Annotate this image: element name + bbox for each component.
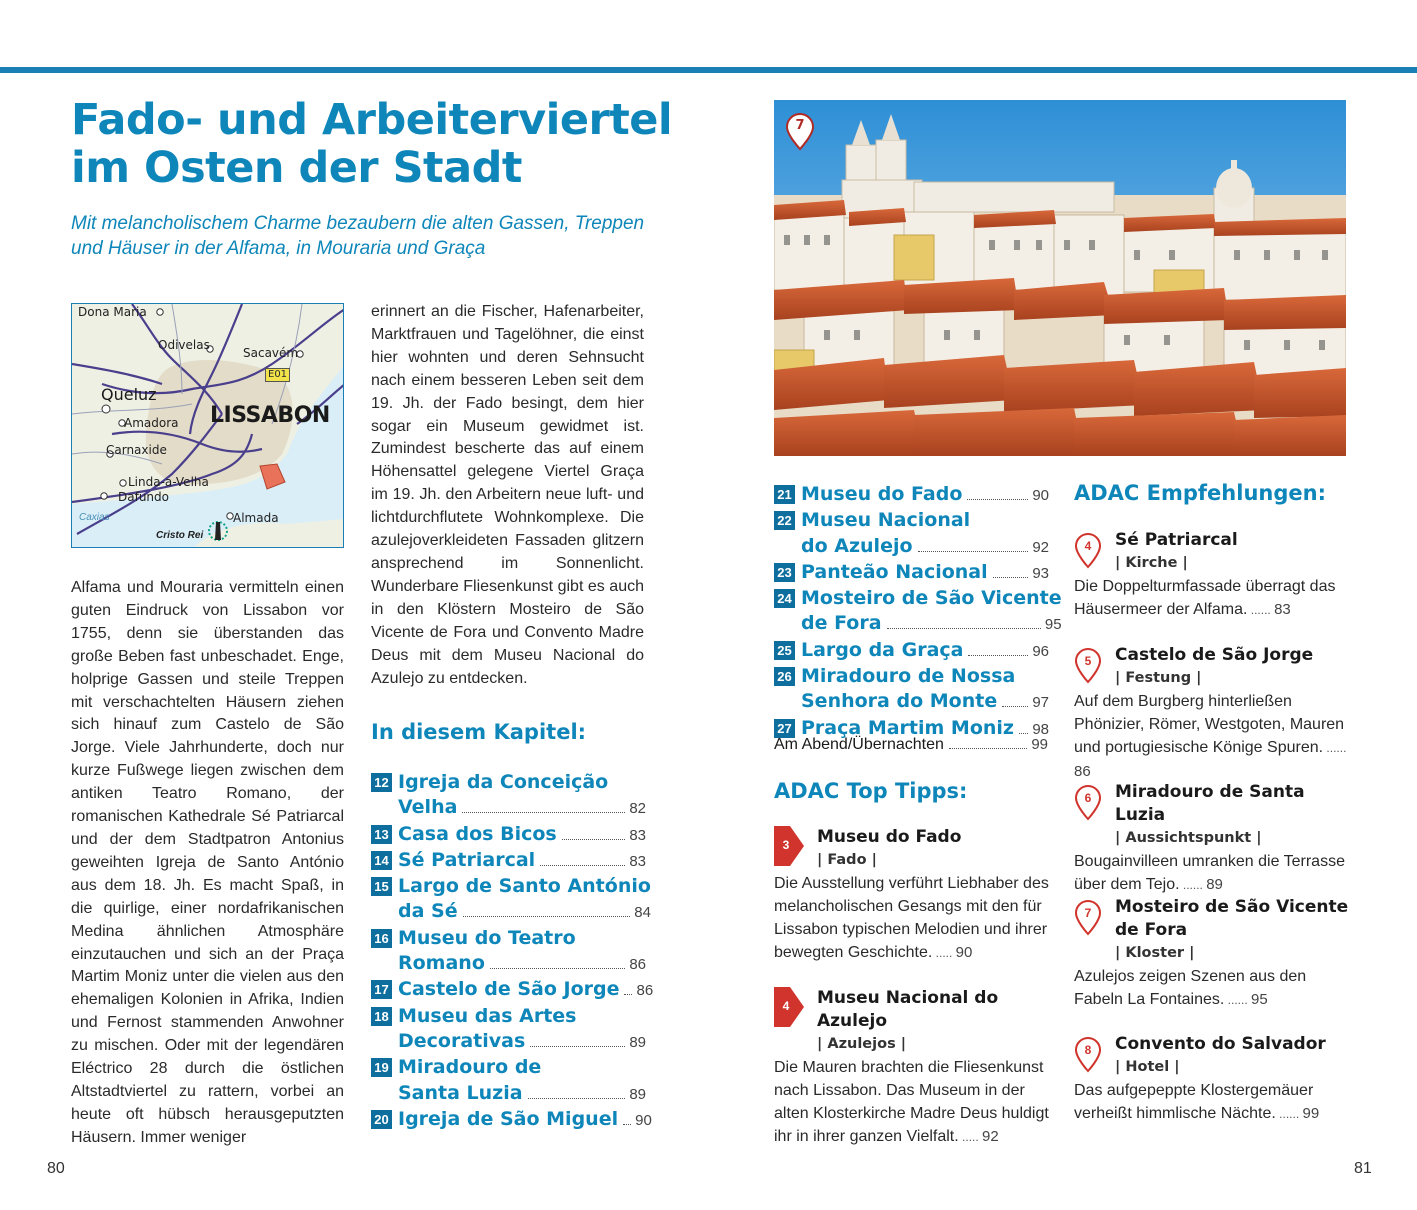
empfehlung-entry[interactable] <box>1074 529 1349 622</box>
chapter-title <box>398 848 646 874</box>
empfehlung-number: 5 <box>1084 654 1092 668</box>
leader-dots <box>490 968 625 969</box>
chapter-title <box>801 482 1049 508</box>
leader-dots <box>967 499 1028 500</box>
empfehlung-number: 7 <box>1084 906 1092 920</box>
chapter-title-line <box>398 1081 646 1107</box>
chapter-title <box>801 638 1049 664</box>
chapter-entry[interactable] <box>371 770 646 822</box>
leader-dots <box>530 1046 625 1047</box>
chapter-heading: In diesem Kapitel: <box>371 720 587 744</box>
empfehlung-title: Miradouro de Santa Luzia <box>1115 782 1305 825</box>
chapter-page: 84 <box>634 904 651 922</box>
top-tipp-number: 3 <box>782 838 790 852</box>
chapter-title-line <box>801 560 1049 586</box>
leader-dots: ...... <box>1275 1107 1303 1121</box>
chapter-title-text: Praça Martim Moniz <box>801 716 1014 739</box>
top-tipp-entry[interactable] <box>774 826 1049 965</box>
page-number-left: 80 <box>47 1160 65 1177</box>
chapter-number-badge: 25 <box>774 641 795 660</box>
chapter-number-badge: 18 <box>371 1007 392 1026</box>
leader-dots: ..... <box>958 1130 983 1144</box>
chapter-entry[interactable] <box>774 586 1062 638</box>
chapter-title-line <box>398 822 646 848</box>
empfehlung-entry[interactable] <box>1074 1033 1349 1126</box>
chapter-title-text: Miradouro de Nossa <box>801 665 1016 688</box>
leader-dots <box>949 748 1027 749</box>
evening-page: 99 <box>1031 736 1048 753</box>
page-number-right: 81 <box>1354 1160 1372 1177</box>
leader-dots: ...... <box>1224 993 1251 1007</box>
locator-map <box>71 303 344 548</box>
chapter-title-text: Museu das Artes <box>398 1004 577 1027</box>
body-text-right: erinnert an die Fischer, Hafenarbeiter, Marktfrauen und Tagelöhner, die einst hier wohnten und deren Sehnsucht nach einem besseren Leben seit dem 19. Jh. der Fado besingt, dem hier sogar ein Museum gewidmet ist. Zumindest bescherte das auf einem Höhensattel gelegene Viertel Graça im 19. Jh. den Arbeitern neue luft- und lichtdurchflutete Wohnkomplexe. Die azulejoverkleideten Fassaden glitzern ansprechend im Sonnenlicht. Wunderbare Fliesenkunst gibt es auch in den Klöstern Mosteiro de São Vicente de Fora und Convento Madre Deus mit dem Museu Nacional do Azulejo zu entdecken. <box>371 303 644 687</box>
empfehlung-description-text: Bougainvilleen umranken die Terrasse über dem Tejo. <box>1074 853 1345 893</box>
chapter-entry[interactable] <box>371 1004 646 1056</box>
empfehlung-category: | Festung | <box>1115 670 1202 686</box>
chapter-entry[interactable] <box>774 560 1049 586</box>
chapter-title <box>398 1004 646 1056</box>
chapter-title <box>801 664 1049 716</box>
chapter-title <box>801 508 1049 560</box>
empfehlung-page: 86 <box>1074 763 1091 780</box>
top-tipp-category: | Azulejos | <box>817 1036 907 1052</box>
chapter-page: 93 <box>1032 564 1049 582</box>
chapter-title-line <box>801 689 1049 715</box>
chapter-title-text: Miradouro de <box>398 1056 542 1079</box>
chapter-title-line <box>398 795 646 821</box>
chapter-title-line <box>398 951 646 977</box>
chapter-page: 95 <box>1044 616 1062 634</box>
chapter-page: 90 <box>1032 487 1049 504</box>
title-line-1: Fado- und Arbeiterviertel <box>71 95 673 145</box>
chapter-number-badge: 27 <box>774 719 795 738</box>
evening-entry <box>774 736 1048 754</box>
chapter-number-badge: 20 <box>371 1110 392 1129</box>
chapter-title-text: Largo da Graça <box>801 638 964 661</box>
empfehlung-description-text: Azulejos zeigen Szenen aus den Fabeln La Fontaines. <box>1074 968 1307 1008</box>
empfehlung-page: 99 <box>1302 1105 1320 1122</box>
chapter-title-line <box>398 899 651 925</box>
chapter-number-badge: 14 <box>371 851 392 870</box>
map-road-sign: E01 <box>265 368 290 382</box>
map-label-carnaxide: Carnaxide <box>106 443 167 457</box>
chapter-title-text: Santa Luzia <box>398 1081 523 1104</box>
chapter-page: 83 <box>629 852 646 870</box>
chapter-entry[interactable] <box>371 1055 646 1107</box>
map-label-caxias: Caxias <box>79 512 110 523</box>
chapter-number-badge: 19 <box>371 1058 392 1077</box>
chapter-title-text: Sé Patriarcal <box>398 848 536 871</box>
chapter-list-left <box>371 770 654 1133</box>
chapter-title-line <box>801 611 1062 637</box>
page-title <box>71 96 691 192</box>
empfehlung-entry[interactable] <box>1074 644 1349 783</box>
chapter-title-text: do Azulejo <box>801 534 913 557</box>
chapter-number-badge: 17 <box>371 980 392 999</box>
chapter-page: 86 <box>629 956 646 974</box>
chapter-title <box>801 560 1049 586</box>
leader-dots <box>462 812 625 813</box>
empfehlung-title: Mosteiro de São Vicente <box>1115 897 1349 917</box>
chapter-title-line <box>398 848 646 874</box>
chapter-title-text: Museu do Fado <box>801 483 963 505</box>
empfehlung-title: de Fora <box>1115 920 1188 940</box>
top-tipp-description <box>774 1056 1049 1149</box>
chapter-title-line <box>398 926 646 951</box>
leader-dots <box>1002 706 1028 707</box>
top-tipp-category: | Fado | <box>817 852 877 868</box>
chapter-title-line <box>398 1004 646 1029</box>
chapter-title-text: Panteão Nacional <box>801 560 988 583</box>
chapter-entry[interactable] <box>371 822 646 848</box>
leader-dots <box>540 865 625 866</box>
empfehlung-description <box>1074 965 1349 1012</box>
map-label-almada: Almada <box>233 511 279 525</box>
chapter-page: 98 <box>1032 720 1049 738</box>
chapter-page: 89 <box>629 1033 646 1051</box>
leader-dots <box>623 1124 631 1125</box>
empfehlung-entry[interactable] <box>1074 781 1349 897</box>
empfehlung-entry[interactable] <box>1074 896 1349 1012</box>
chapter-title-text: de Fora <box>801 612 882 635</box>
chapter-entry[interactable] <box>371 874 651 926</box>
leader-dots <box>528 1098 626 1099</box>
map-label-sacavem: Sacavém <box>243 346 299 360</box>
title-line-2: im Osten der Stadt <box>71 143 522 193</box>
chapter-title-line <box>398 977 653 1003</box>
chapter-title-text: Largo de Santo António <box>398 875 651 898</box>
top-tipp-page: 90 <box>955 944 973 961</box>
chapter-title-text: Museu do Teatro <box>398 926 576 949</box>
leader-dots: ..... <box>932 946 956 960</box>
top-tipp-entry[interactable] <box>774 987 1049 1149</box>
map-label-amadora: Amadora <box>124 416 179 430</box>
chapter-title-text: Velha <box>398 796 458 819</box>
chapter-title-line <box>398 1055 646 1080</box>
chapter-page: 90 <box>635 1111 652 1129</box>
empfehlung-page: 83 <box>1274 601 1291 618</box>
chapter-list-right <box>774 482 1062 742</box>
top-tipp-description-text: Die Ausstellung verführt Liebhaber des melancholischen Gesangs mit den für Lissabon typischen Melodien und ihrer bewegten Geschichte. <box>774 875 1049 961</box>
leader-dots <box>993 577 1029 578</box>
leader-dots: ...... <box>1179 878 1207 892</box>
map-label-queluz: Queluz <box>101 385 157 404</box>
empfehlung-description <box>1074 690 1349 783</box>
empfehlung-title: Convento do Salvador <box>1115 1034 1326 1054</box>
leader-dots <box>562 839 626 840</box>
top-tipp-title: Museu do Fado <box>817 827 962 847</box>
leader-dots <box>887 628 1041 629</box>
top-tipps-heading: ADAC Top Tipps: <box>774 779 968 803</box>
chapter-title <box>398 1107 652 1133</box>
empfehlung-category: | Hotel | <box>1115 1059 1180 1075</box>
chapter-entry[interactable] <box>774 664 1049 716</box>
chapter-title-line <box>398 770 646 795</box>
empfehlung-description-text: Die Doppelturmfassade überragt das Häusermeer der Alfama. <box>1074 578 1336 618</box>
empfehlung-category: | Kloster | <box>1115 945 1195 961</box>
chapter-title <box>398 770 646 822</box>
empfehlung-title: Castelo de São Jorge <box>1115 645 1314 665</box>
chapter-number-badge: 23 <box>774 563 795 582</box>
empfehlungen-heading: ADAC Empfehlungen: <box>1074 481 1326 505</box>
chapter-entry[interactable] <box>774 638 1049 664</box>
chapter-title-text: Castelo de São Jorge <box>398 978 620 1001</box>
top-tipp-page: 92 <box>982 1128 999 1145</box>
leader-dots: ...... <box>1323 741 1347 755</box>
chapter-page: 82 <box>629 800 646 818</box>
chapter-page: 96 <box>1032 642 1049 660</box>
lisbon-skyline-photo <box>774 100 1346 456</box>
chapter-title-line <box>801 482 1049 508</box>
chapter-number-badge: 24 <box>774 589 795 608</box>
chapter-page: 89 <box>629 1085 646 1103</box>
chapter-title-line <box>801 638 1049 664</box>
map-label-odivelas: Odivelas <box>158 338 210 352</box>
chapter-page: 97 <box>1032 694 1049 712</box>
top-tipp-description-text: Die Mauren brachten die Fliesenkunst nach Lissabon. Das Museum in der alten Klosterkirche Madre Deus huldigt ihr in ihrer ganzen Vielfalt. <box>774 1059 1049 1145</box>
chapter-title <box>398 977 653 1003</box>
empfehlung-description <box>1074 575 1349 622</box>
top-tipp-number: 4 <box>782 999 790 1013</box>
leader-dots <box>918 551 1029 552</box>
empfehlung-title: Sé Patriarcal <box>1115 530 1238 550</box>
map-label-linda-a-velha: Linda-a-Velha <box>128 475 209 489</box>
chapter-title-line <box>398 1029 646 1055</box>
chapter-title-text: Decorativas <box>398 1029 526 1052</box>
photo-marker-number: 7 <box>795 118 805 133</box>
chapter-title-line <box>398 1107 652 1133</box>
empfehlung-number: 8 <box>1084 1043 1092 1057</box>
chapter-title-line <box>801 664 1049 689</box>
chapter-page: 83 <box>629 826 646 844</box>
chapter-title-line <box>801 586 1062 611</box>
chapter-number-badge: 13 <box>371 825 392 844</box>
leader-dots <box>624 994 632 995</box>
map-label-lissabon: LISSABON <box>210 403 330 428</box>
chapter-title <box>398 822 646 848</box>
lead-text: Mit melancholischem Charme bezaubern die alten Gassen, Treppen und Häuser in der Alfama, in Mouraria und Graça <box>71 213 645 259</box>
body-text-left: Alfama und Mouraria vermitteln einen guten Eindruck von Lissabon vor 1755, denn sie überstanden das große Beben fast unbeschadet. Enge, holprige Gassen und steile Treppen mit verschachtelten Häusern ziehen sich hinauf zum Castelo de São Jorge. Viele Jahrhunderte, doch nur kurze Fußwege liegen zwischen dem antiken Teatro Romano, der romanischen Kathedrale Sé Patriarcal und der dem Stadtpatron Antonius geweihten Igreja de Santo António aus dem 18. Jh. Es macht Spaß, in die quirlige, einer nordafrikanischen Medina ähnlichen Atmosphäre einzutauchen und sich an der Praça Martim Moniz unter die vielen aus den ehemaligen Kolonien in Afrika, Indien und Fernost stammenden Anwohner zu mischen. Oder mit der legendären Eléctrico 28 durch die östlichen Altstadtviertel zu rattern, vorbei an heute oft hübsch herausgeputzten Häusern. Immer weniger <box>71 579 344 1146</box>
empfehlung-number: 6 <box>1084 791 1092 805</box>
empfehlung-category: | Aussichtspunkt | <box>1115 830 1262 846</box>
chapter-title-text: Casa dos Bicos <box>398 822 557 845</box>
chapter-number-badge: 26 <box>774 667 795 686</box>
evening-label: Am Abend/Übernachten <box>774 736 944 753</box>
empfehlung-category: | Kirche | <box>1115 555 1188 571</box>
chapter-number-badge: 22 <box>774 511 795 530</box>
leader-dots: ...... <box>1247 603 1275 617</box>
top-rule <box>0 67 1417 73</box>
chapter-title <box>398 874 651 926</box>
chapter-entry[interactable] <box>774 482 1049 508</box>
chapter-title <box>398 926 646 978</box>
chapter-title-text: Romano <box>398 952 485 975</box>
empfehlung-page: 89 <box>1206 876 1223 893</box>
chapter-number-badge: 21 <box>774 485 795 504</box>
chapter-entry[interactable] <box>774 508 1049 560</box>
chapter-number-badge: 15 <box>371 877 392 896</box>
chapter-page: 92 <box>1032 538 1049 556</box>
leader-dots <box>1019 733 1028 734</box>
chapter-title-text: Museu Nacional <box>801 509 971 532</box>
chapter-entry[interactable] <box>371 926 646 978</box>
leader-dots <box>463 916 631 917</box>
chapter-title-line <box>801 534 1049 560</box>
chapter-number-badge: 16 <box>371 929 392 948</box>
chapter-title-text: Senhora do Monte <box>801 690 998 713</box>
map-label-dafundo: Dafundo <box>118 490 169 504</box>
empfehlung-description <box>1074 850 1349 897</box>
chapter-title <box>801 586 1062 638</box>
chapter-title <box>398 1055 646 1107</box>
empfehlung-description-text: Das aufgepeppte Klostergemäuer verheißt himmlische Nächte. <box>1074 1082 1314 1122</box>
chapter-entry[interactable] <box>371 977 654 1003</box>
empfehlung-description <box>1074 1079 1349 1126</box>
chapter-entry[interactable] <box>371 848 646 874</box>
chapter-number-badge: 12 <box>371 773 392 792</box>
top-tipp-title: Museu Nacional do Azulejo <box>817 988 999 1031</box>
chapter-title-text: Mosteiro de São Vicente <box>801 587 1062 610</box>
chapter-title-text: Igreja da Conceição <box>398 771 609 793</box>
leader-dots <box>968 655 1028 656</box>
chapter-entry[interactable] <box>371 1107 652 1133</box>
chapter-title-text: da Sé <box>398 900 458 923</box>
map-label-cristo-rei: Cristo Rei <box>156 530 204 541</box>
empfehlung-description-text: Auf dem Burgberg hinterließen Phönizier, Römer, Westgoten, Mauren und portugiesische Könige Spuren. <box>1074 693 1345 756</box>
top-tipp-description <box>774 872 1049 965</box>
map-label-dona-maria: Dona Maria <box>78 305 147 319</box>
chapter-page: 86 <box>636 982 654 1000</box>
empfehlung-number: 4 <box>1084 539 1092 553</box>
chapter-title-line <box>398 874 651 899</box>
photo-graphic <box>774 100 1346 456</box>
empfehlung-page: 95 <box>1251 991 1268 1008</box>
chapter-title-text: Igreja de São Miguel <box>398 1107 619 1130</box>
chapter-title-line <box>801 508 1049 533</box>
